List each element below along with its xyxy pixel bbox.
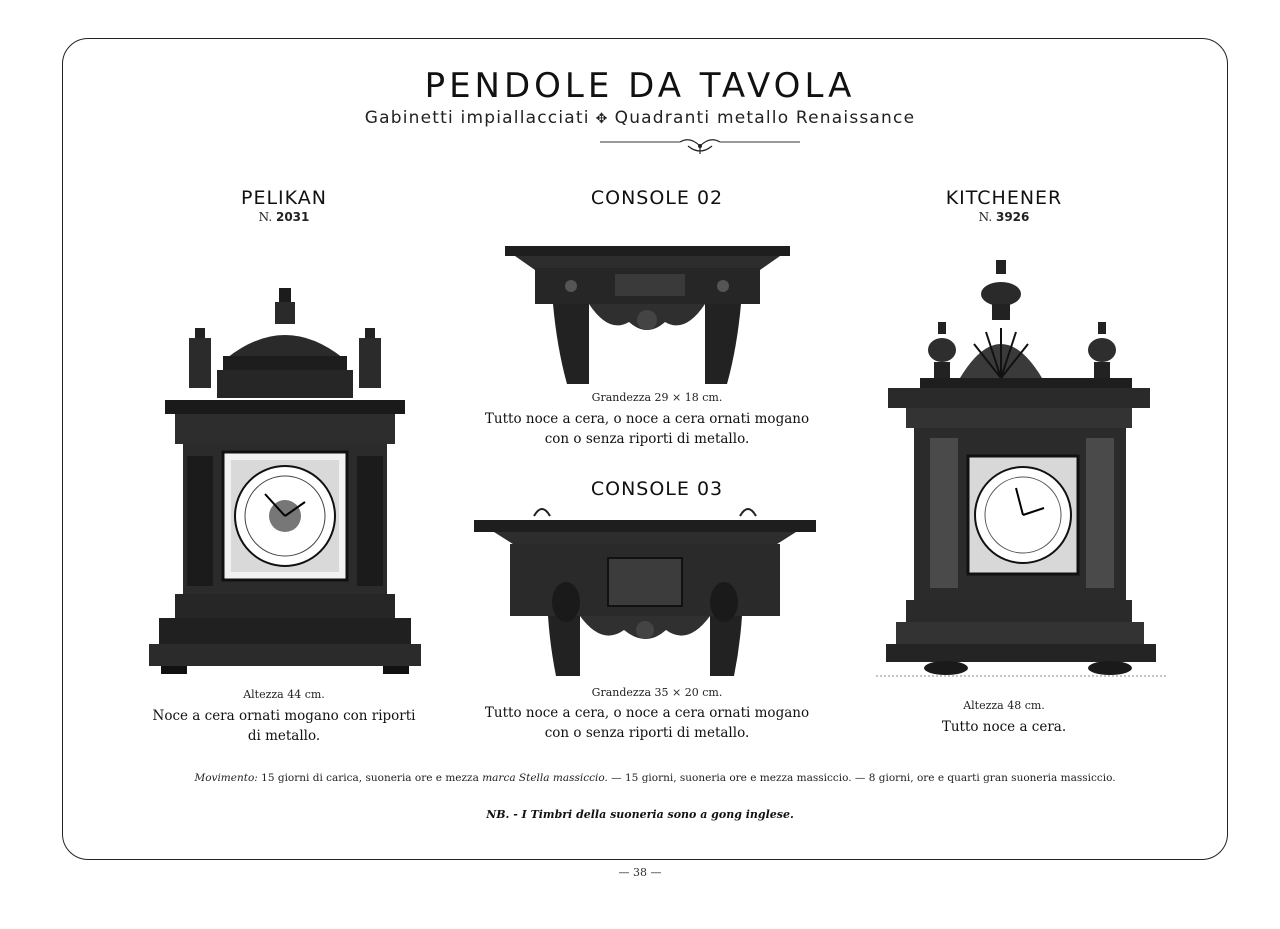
subtitle-right: Quadranti metallo Renaissance [614,108,916,128]
console02-caption: Grandezza 29 × 18 cm. [591,391,723,404]
subtitle-left: Gabinetti impiallacciati [364,108,590,128]
pelikan-number [184,210,384,224]
pelikan-number-prefix: N. [258,210,273,224]
kitchener-desc-line1: Tutto noce a cera. [941,719,1067,735]
subtitle-separator-icon: ✥ [595,111,609,127]
page-number: — 38 — [618,866,662,879]
pelikan-desc-line1: Noce a cera ornati mogano con riporti [152,708,416,724]
pelikan-caption: Altezza 44 cm. [243,688,325,701]
nb-note: NB. - I Timbri della suoneria sono a gong inglese. [486,808,794,821]
kitchener-clock-illustration [876,260,1166,692]
movement-label: Movimento: [194,772,258,784]
pelikan-name: PELIKAN [241,187,327,209]
kitchener-number-value: 3926 [995,210,1030,224]
title-ornament-icon [580,136,820,158]
movement-part2: — 15 giorni, suoneria ore e mezza massiccio. — 8 giorni, ore e quarti gran suoneria massiccio. [611,772,1116,784]
kitchener-name: KITCHENER [945,187,1063,209]
console02-desc-line1: Tutto noce a cera, o noce a cera ornati mogano [484,411,810,427]
pelikan-desc-line2: di metallo. [247,728,321,744]
console02-name: CONSOLE 02 [590,187,724,209]
kitchener-number-prefix: N. [978,210,993,224]
page-title: PENDOLE DA TAVOLA [424,66,856,106]
console02-desc-line2: con o senza riporti di metallo. [544,431,750,447]
pelikan-clock-illustration [145,288,425,676]
console03-name: CONSOLE 03 [590,478,724,500]
kitchener-number [904,210,1104,224]
page-subtitle [0,108,1280,128]
kitchener-caption: Altezza 48 cm. [963,699,1045,712]
console03-illustration [474,506,816,678]
console03-description [462,703,832,743]
console02-illustration [505,238,790,386]
console02-description [462,409,832,449]
movement-brand: marca Stella massiccio. [482,772,608,784]
console03-caption: Grandezza 35 × 20 cm. [591,686,723,699]
pelikan-description [134,706,434,746]
pelikan-number-value: 2031 [275,210,310,224]
movement-part1: 15 giorni di carica, suoneria ore e mezza [261,772,479,784]
movement-note [150,772,1160,784]
console03-desc-line2: con o senza riporti di metallo. [544,725,750,741]
console03-desc-line1: Tutto noce a cera, o noce a cera ornati mogano [484,705,810,721]
kitchener-description [884,717,1124,737]
